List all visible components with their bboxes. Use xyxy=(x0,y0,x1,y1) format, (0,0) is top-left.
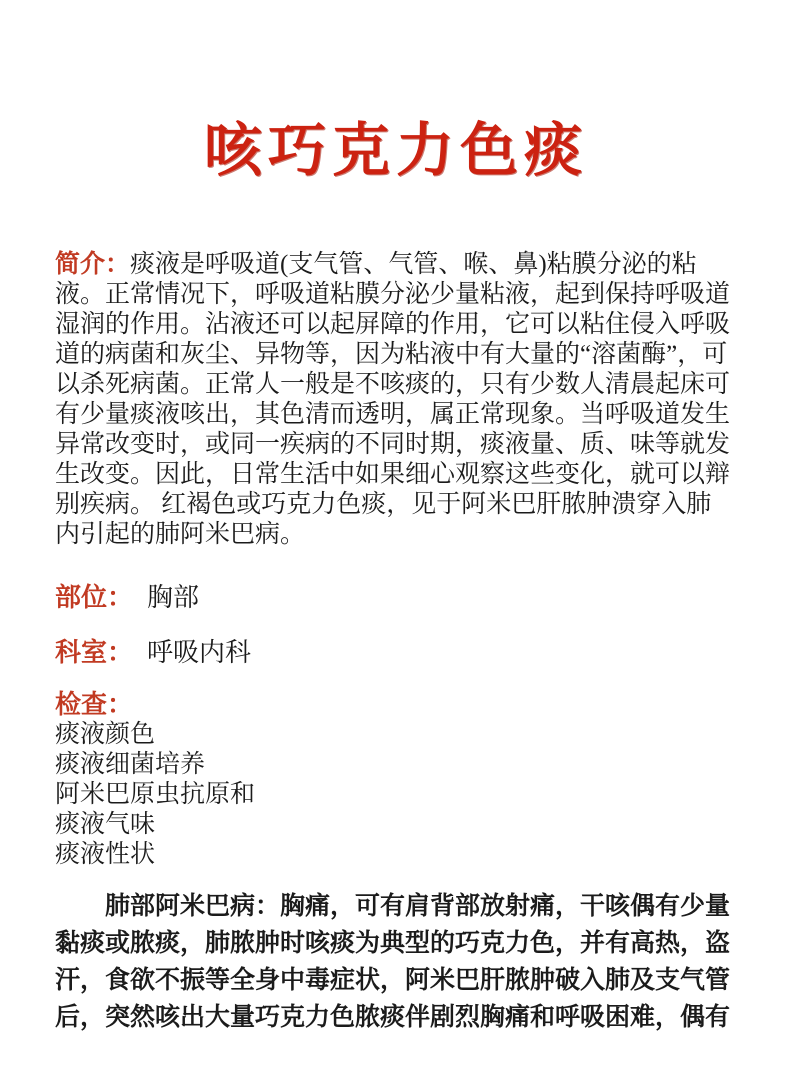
department-label: 科室： xyxy=(55,638,134,667)
intro-line: 有少量痰液咳出，其色清而透明，属正常现象。当呼吸道发生 xyxy=(55,401,731,428)
department-section xyxy=(55,638,755,668)
intro-line: 以杀死病菌。正常人一般是不咳痰的，只有少数人清晨起床可 xyxy=(55,371,731,398)
location-value: 胸部 xyxy=(147,583,200,612)
detail-line: 后，突然咳出大量巧克力色脓痰伴剧烈胸痛和呼吸困难，偶有 xyxy=(55,1004,731,1031)
detail-section xyxy=(55,888,755,1036)
intro-text: 痰液是呼吸道(支气管、气管、喉、鼻)粘膜分泌的粘 xyxy=(130,251,697,278)
examination-item: 痰液气味 xyxy=(55,811,156,838)
intro-label: 简介： xyxy=(55,251,131,278)
intro-line: 内引起的肺阿米巴病。 xyxy=(55,521,306,548)
intro-line: 别疾病。 红褐色或巧克力色痰，见于阿米巴肝脓肿溃穿入肺 xyxy=(55,491,712,518)
intro-line: 异常改变时，或同一疾病的不同时期，痰液量、质、味等就发 xyxy=(55,431,731,458)
intro-section xyxy=(55,250,755,550)
examination-item: 痰液颜色 xyxy=(55,721,156,748)
examinations-section xyxy=(55,690,755,870)
detail-line: 汗，食欲不振等全身中毒症状，阿米巴肝脓肿破入肺及支气管 xyxy=(55,967,731,994)
location-label: 部位： xyxy=(55,583,134,612)
examination-item: 痰液细菌培养 xyxy=(55,751,206,778)
examinations-label: 检查： xyxy=(55,690,134,719)
intro-line: 液。正常情况下，呼吸道粘膜分泌少量粘液，起到保持呼吸道 xyxy=(55,281,731,308)
intro-line xyxy=(55,250,755,280)
page-title: 咳巧克力色痰 xyxy=(203,118,588,183)
intro-line: 生改变。因此，日常生活中如果细心观察这些变化，就可以辩 xyxy=(55,461,731,488)
examination-item: 痰液性状 xyxy=(55,841,156,868)
intro-line: 湿润的作用。沾液还可以起屏障的作用，它可以粘住侵入呼吸 xyxy=(55,311,731,338)
examination-item: 阿米巴原虫抗原和 xyxy=(55,781,256,808)
detail-line: 肺部阿米巴病：胸痛，可有肩背部放射痛，干咳偶有少量 xyxy=(55,893,731,920)
detail-line: 黏痰或脓痰，肺脓肿时咳痰为典型的巧克力色，并有高热，盗 xyxy=(55,930,731,957)
intro-line: 道的病菌和灰尘、异物等，因为粘液中有大量的“溶菌酶”，可 xyxy=(55,341,728,368)
location-section xyxy=(55,583,755,613)
department-value: 呼吸内科 xyxy=(147,638,252,667)
